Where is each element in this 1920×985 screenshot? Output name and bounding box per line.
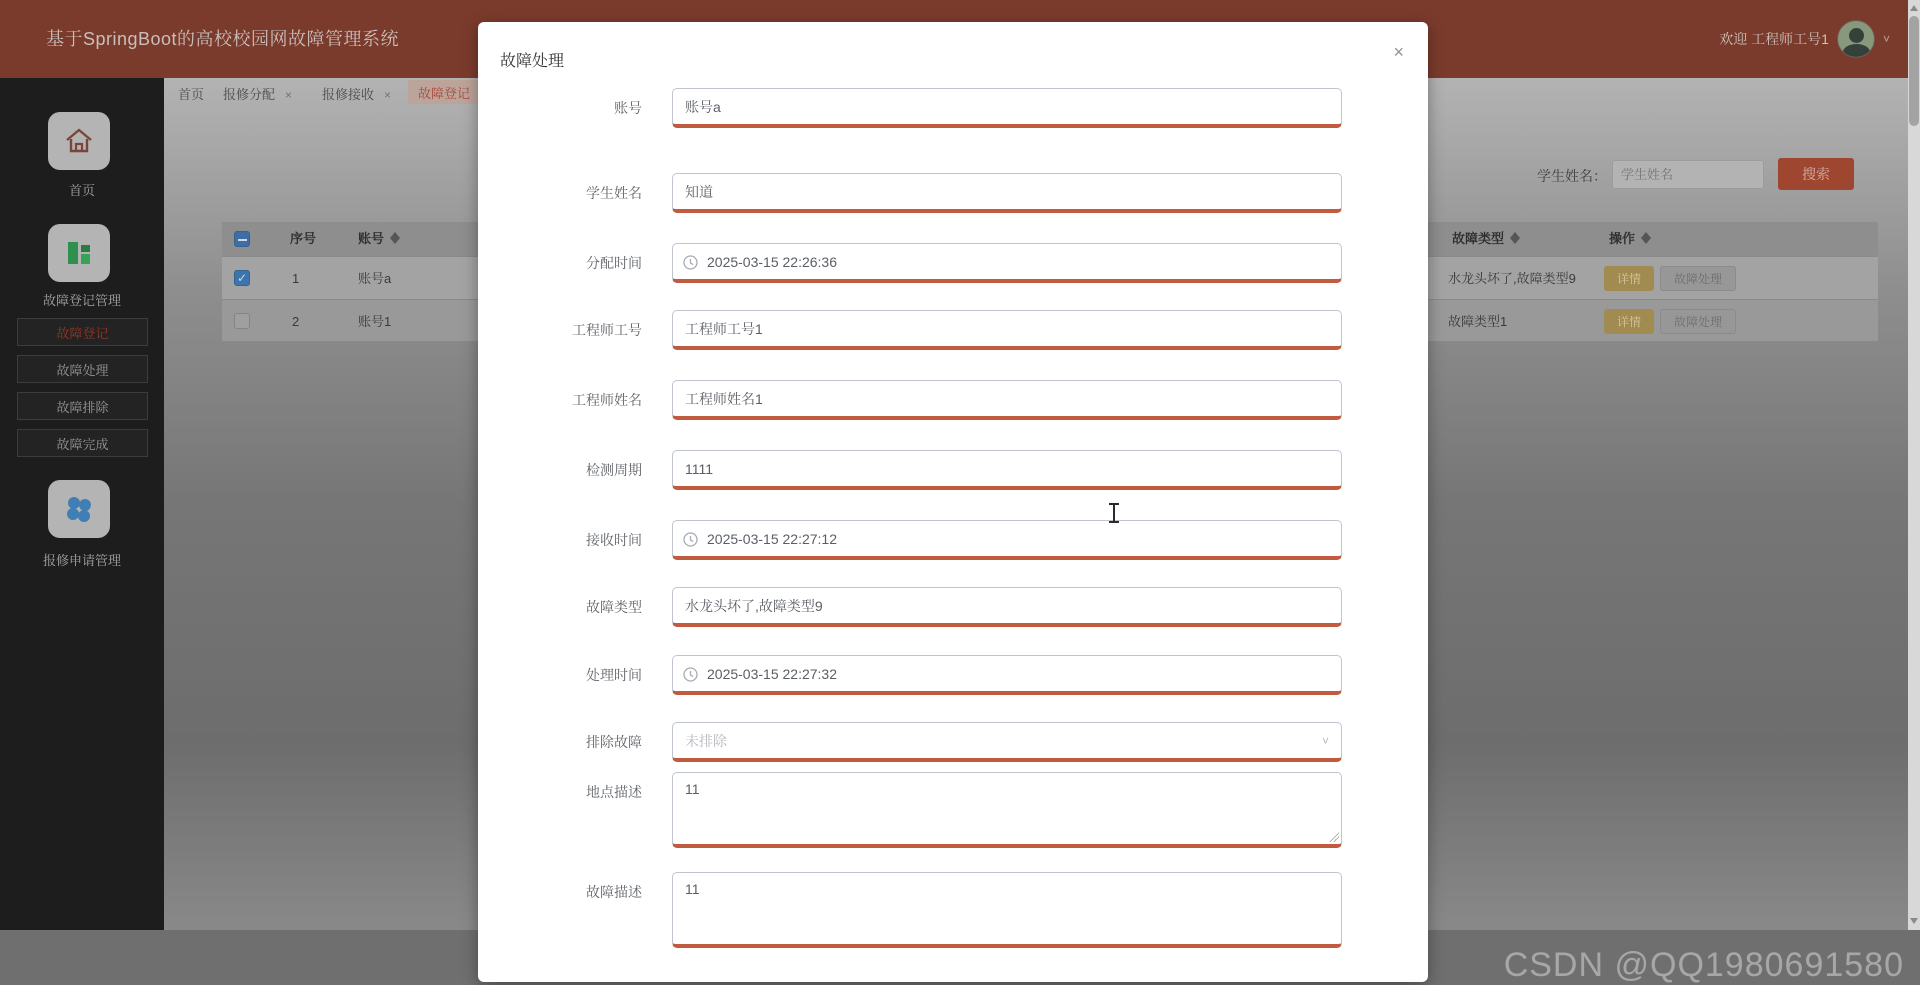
sidebar-label-repair-request-group[interactable]: 报修申请管理	[42, 553, 121, 568]
scrollbar-thumb[interactable]	[1909, 16, 1919, 126]
chevron-down-icon: ˅	[1321, 733, 1329, 748]
row-checkbox[interactable]	[234, 270, 250, 286]
form-row-receive-time	[478, 520, 1428, 560]
sidebar-item-home[interactable]	[48, 112, 110, 170]
assign-time-input-field[interactable]	[673, 244, 1341, 279]
col-index: 序号	[290, 231, 317, 246]
sidebar-item-fault-register-group[interactable]	[48, 224, 110, 282]
cell-fault-type: 水龙头坏了,故障类型9	[1448, 271, 1576, 286]
detail-button[interactable]: 详情	[1604, 309, 1654, 334]
handle-time-input[interactable]	[672, 655, 1342, 695]
location-desc-textarea[interactable]	[672, 772, 1342, 848]
cell-index: 1	[292, 271, 300, 286]
account-input[interactable]	[672, 88, 1342, 128]
sidebar-item-fault-complete[interactable]: 故障完成	[17, 429, 148, 457]
engineer-id-input[interactable]	[672, 310, 1342, 350]
form-row-assign-time	[478, 243, 1428, 283]
field-label: 工程师工号	[572, 322, 642, 338]
student-name-input-field[interactable]	[673, 174, 1341, 209]
select-all-checkbox[interactable]	[234, 231, 250, 247]
sort-icon[interactable]	[1510, 232, 1520, 244]
form-row-engineer-name	[478, 380, 1428, 420]
clock-icon	[683, 667, 698, 682]
search-label: 学生姓名：	[1537, 168, 1607, 184]
form-row-account	[478, 88, 1428, 128]
col-fault-type[interactable]: 故障类型	[1452, 222, 1520, 256]
location-desc-textarea-field[interactable]	[673, 773, 1341, 844]
field-label: 接收时间	[586, 532, 642, 548]
sidebar-item-fault-remove[interactable]: 故障排除	[17, 392, 148, 420]
fault-desc-textarea-field[interactable]	[673, 873, 1341, 944]
chevron-down-icon: ˅	[1882, 32, 1890, 46]
sort-icon[interactable]	[390, 232, 400, 244]
fault-desc-textarea[interactable]	[672, 872, 1342, 948]
clover-icon	[62, 492, 96, 526]
field-label: 处理时间	[586, 667, 642, 683]
tab-close-icon[interactable]: ×	[285, 88, 293, 102]
scrollbar[interactable]	[1908, 0, 1920, 930]
search-input[interactable]	[1612, 160, 1764, 189]
scroll-down-icon[interactable]	[1910, 918, 1918, 924]
select-value: 未排除	[685, 732, 727, 749]
fault-type-input[interactable]	[672, 587, 1342, 627]
field-label: 工程师姓名	[572, 392, 642, 408]
scroll-up-icon[interactable]	[1910, 5, 1918, 11]
field-label: 账号	[614, 100, 642, 116]
col-account[interactable]: 账号	[358, 222, 400, 256]
form-row-exclude-fault	[478, 722, 1428, 762]
fault-handle-button[interactable]: 故障处理	[1660, 309, 1736, 334]
engineer-id-input-field[interactable]	[673, 311, 1341, 346]
sidebar-item-fault-handle[interactable]: 故障处理	[17, 355, 148, 383]
avatar[interactable]	[1837, 20, 1875, 58]
tab-fault-register[interactable]: 故障登记	[408, 80, 480, 104]
field-label: 地点描述	[586, 784, 642, 800]
cell-account: 账号1	[358, 314, 392, 329]
tab-close-icon[interactable]: ×	[384, 88, 392, 102]
receive-time-input[interactable]	[672, 520, 1342, 560]
row-checkbox[interactable]	[234, 313, 250, 329]
cell-account: 账号a	[358, 271, 392, 286]
form-row-student-name	[478, 173, 1428, 213]
sidebar	[0, 78, 164, 930]
detail-button[interactable]: 详情	[1604, 266, 1654, 291]
tab-repair-receive[interactable]: 报修接收 ×	[322, 87, 392, 102]
field-label: 学生姓名	[586, 185, 642, 201]
col-action[interactable]: 操作	[1609, 222, 1651, 256]
student-name-input[interactable]	[672, 173, 1342, 213]
engineer-name-input[interactable]	[672, 380, 1342, 420]
sidebar-item-repair-request-group[interactable]	[48, 480, 110, 538]
sidebar-label-home[interactable]: 首页	[68, 183, 95, 198]
resize-handle[interactable]	[1329, 832, 1339, 842]
field-label: 排除故障	[586, 734, 642, 750]
check-cycle-input-field[interactable]	[673, 451, 1341, 486]
dialog-title: 故障处理	[500, 53, 565, 70]
user-menu[interactable]	[1719, 0, 1890, 78]
welcome-text: 欢迎 工程师工号1	[1719, 31, 1829, 47]
assign-time-input[interactable]	[672, 243, 1342, 283]
sort-icon[interactable]	[1641, 232, 1651, 244]
fault-handle-dialog	[478, 22, 1428, 982]
watermark: CSDN @QQ1980691580	[1503, 946, 1904, 984]
cell-index: 2	[292, 314, 300, 329]
home-icon	[63, 125, 95, 157]
app-title: 基于SpringBoot的高校校园网故障管理系统	[46, 29, 400, 49]
handle-time-input-field[interactable]	[673, 656, 1341, 691]
form-row-handle-time	[478, 655, 1428, 695]
fault-type-input-field[interactable]	[673, 588, 1341, 623]
check-cycle-input[interactable]	[672, 450, 1342, 490]
search-button[interactable]: 搜索	[1778, 158, 1854, 190]
field-label: 故障描述	[586, 884, 642, 900]
account-input-field[interactable]	[673, 89, 1341, 124]
tab-repair-assign[interactable]: 报修分配 ×	[223, 87, 293, 102]
engineer-name-input-field[interactable]	[673, 381, 1341, 416]
form-row-check-cycle	[478, 450, 1428, 490]
field-label: 分配时间	[586, 255, 642, 271]
form-row-fault-type	[478, 587, 1428, 627]
tab-home[interactable]: 首页	[178, 87, 205, 102]
clock-icon	[683, 532, 698, 547]
grid-icon	[63, 237, 95, 269]
field-label: 故障类型	[586, 599, 642, 615]
exclude-fault-select[interactable]	[672, 722, 1342, 762]
sidebar-item-fault-register[interactable]: 故障登记	[17, 318, 148, 346]
close-icon[interactable]: ×	[1393, 42, 1404, 62]
receive-time-input-field[interactable]	[673, 521, 1341, 556]
form-row-fault-desc	[478, 872, 1428, 952]
fault-handle-button[interactable]: 故障处理	[1660, 266, 1736, 291]
field-label: 检测周期	[586, 462, 642, 478]
cell-fault-type: 故障类型1	[1448, 314, 1508, 329]
form-row-engineer-id	[478, 310, 1428, 350]
form-row-location-desc	[478, 772, 1428, 852]
sidebar-label-fault-register-group[interactable]: 故障登记管理	[42, 293, 121, 308]
text-cursor	[1108, 503, 1120, 525]
clock-icon	[683, 255, 698, 270]
